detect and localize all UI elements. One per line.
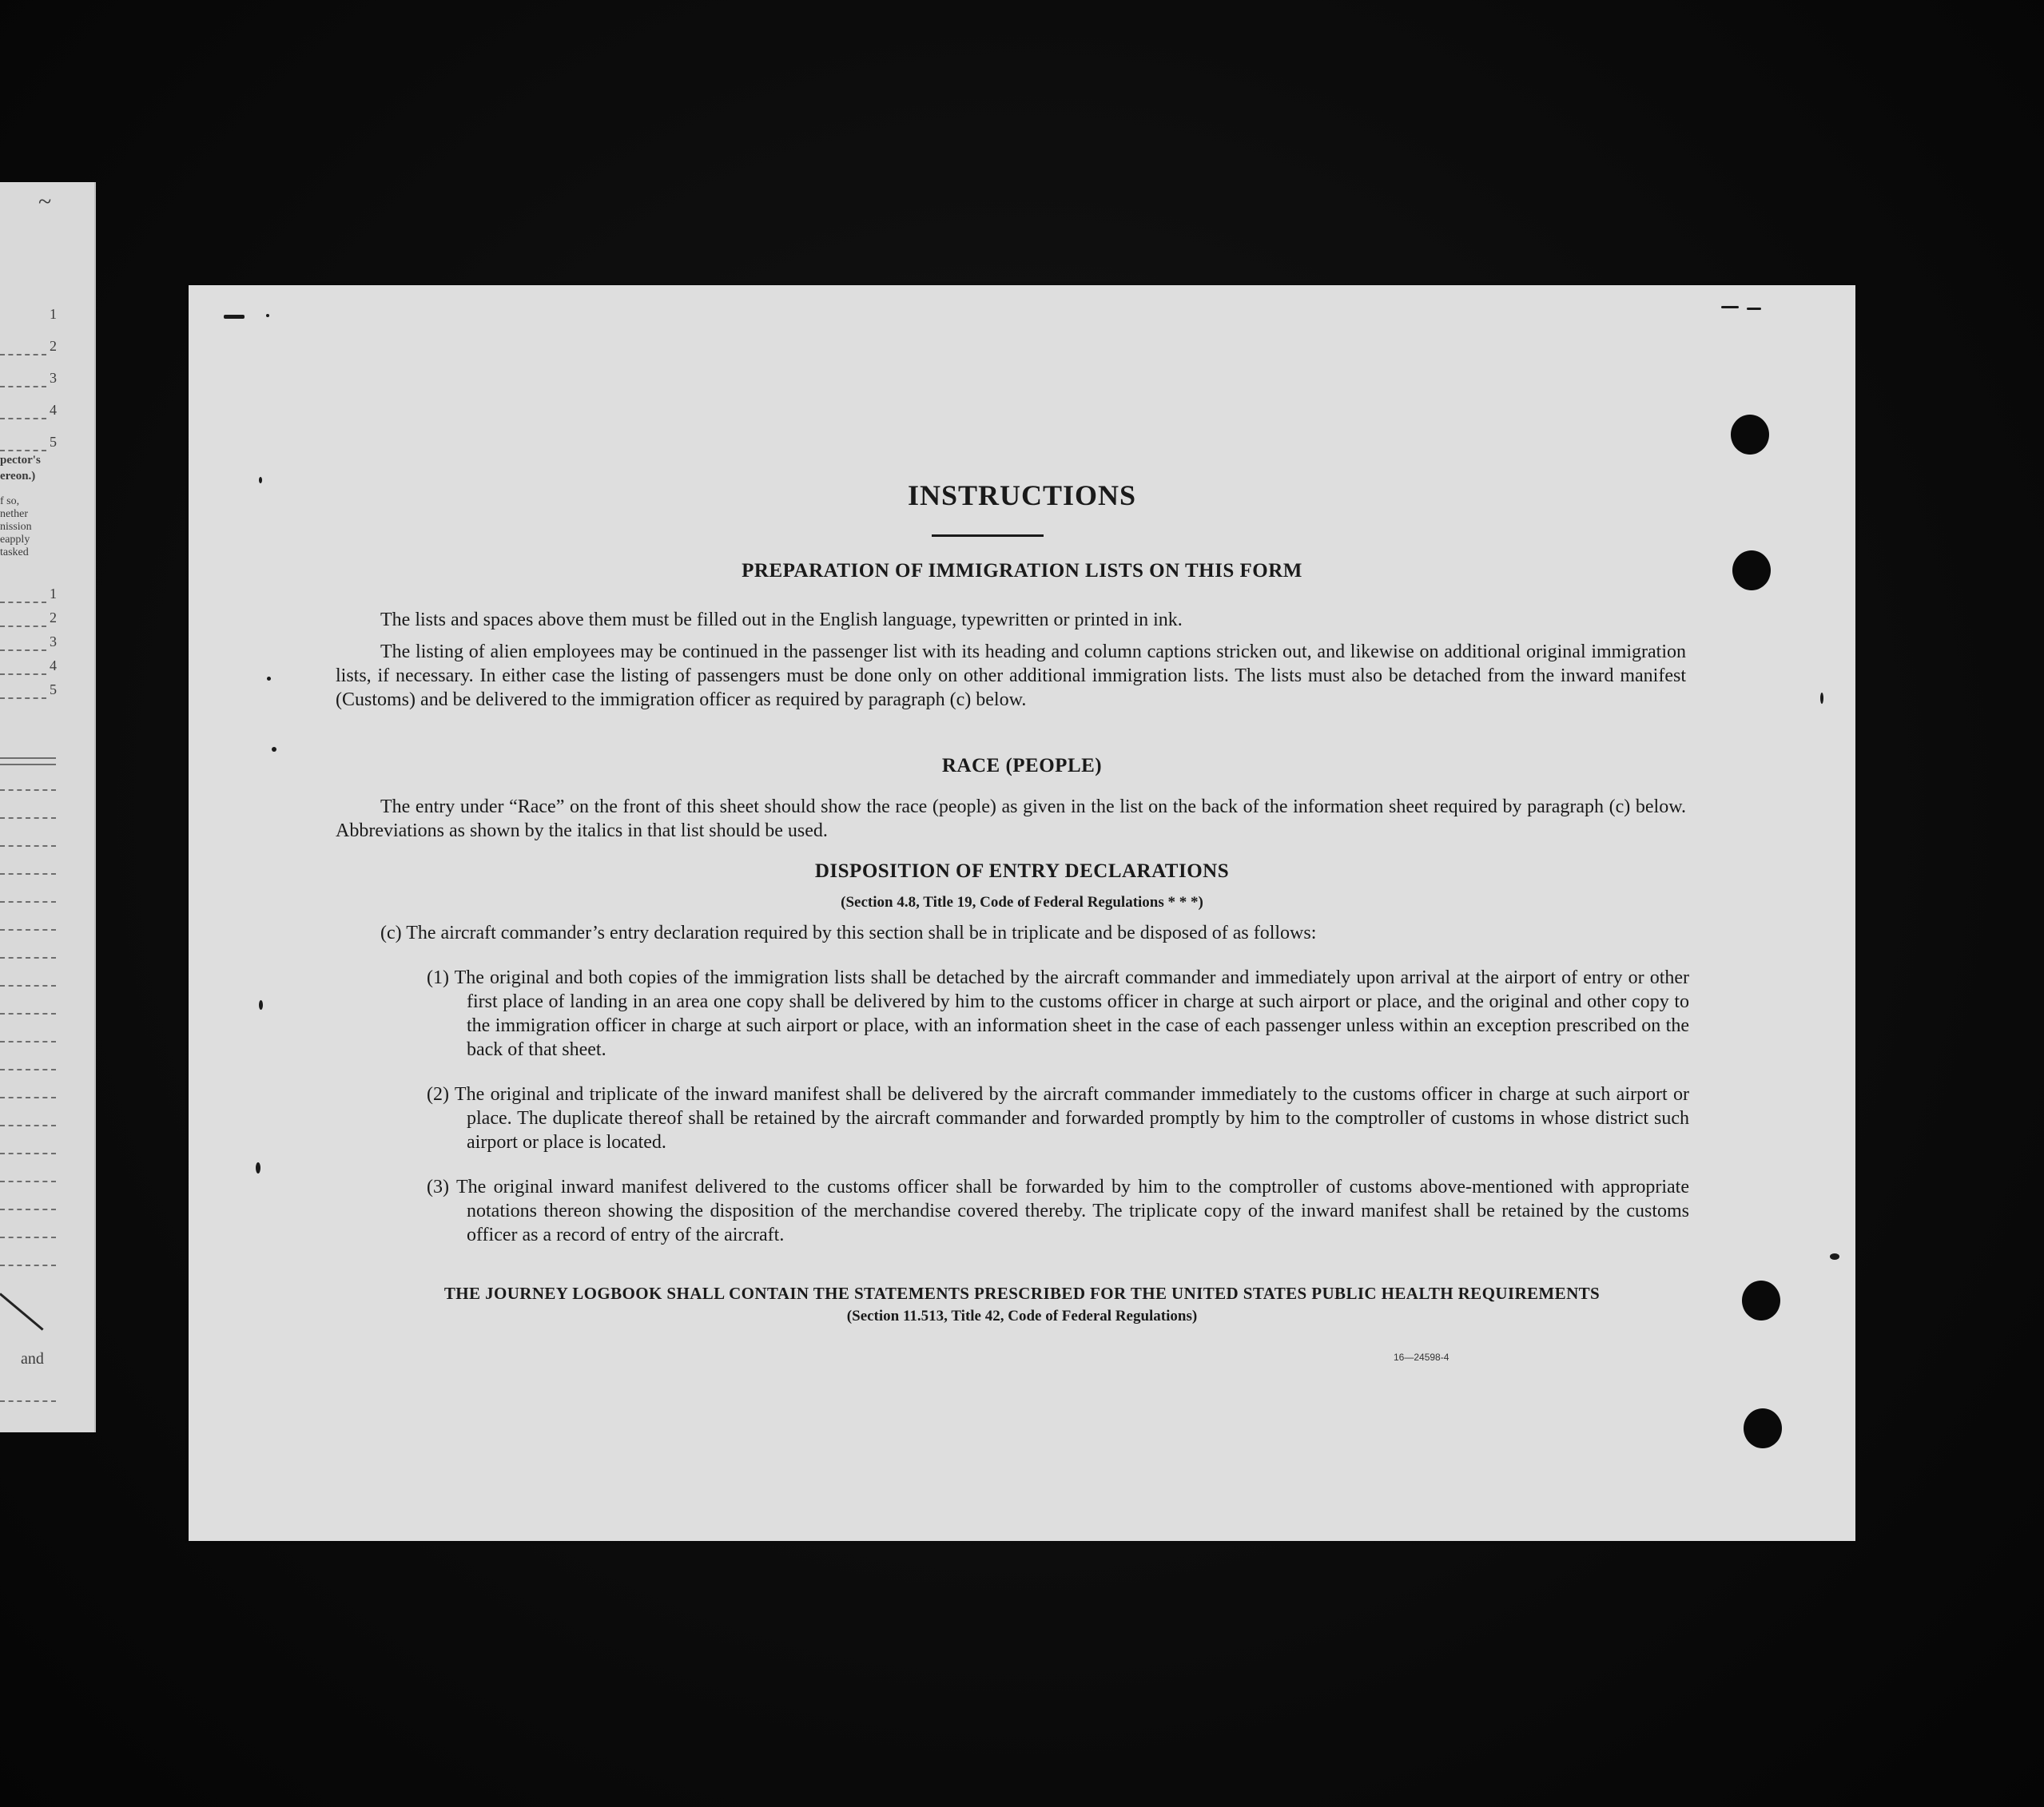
row-number: 4 bbox=[50, 402, 57, 418]
ink-mark bbox=[272, 747, 276, 752]
row-rule bbox=[0, 985, 56, 987]
ink-mark bbox=[266, 314, 269, 317]
row-number: 4 bbox=[50, 657, 57, 673]
row-number: 3 bbox=[50, 633, 57, 649]
row-rule bbox=[0, 901, 56, 903]
row-rule bbox=[0, 1013, 56, 1015]
row-rule bbox=[0, 418, 46, 419]
ink-mark bbox=[1830, 1253, 1839, 1260]
column-caption: pector's bbox=[0, 454, 41, 467]
ink-mark bbox=[224, 315, 245, 319]
disposition-item-2: (2) The original and triplicate of the inward manifest shall be delivered by the aircraft commander immediately to the customs officer in charge at such airport or place. The duplicate thereof shall be retained by the aircraft commander and forwarded promptly by him to the comptroller of customs in whose district such airport or place is located. bbox=[427, 1084, 1689, 1153]
row-rule bbox=[0, 1209, 56, 1210]
row-rule bbox=[0, 817, 56, 819]
row-rule bbox=[0, 929, 56, 931]
ink-mark bbox=[1820, 693, 1823, 704]
column-caption: nission bbox=[0, 521, 32, 533]
ink-mark: ~ bbox=[38, 189, 52, 215]
row-rule bbox=[0, 1237, 56, 1238]
public-health-statement: THE JOURNEY LOGBOOK SHALL CONTAIN THE STATEMENTS PRESCRIBED FOR THE UNITED STATES PUBLIC HEALTH REQUIREMENTS bbox=[443, 1284, 1601, 1303]
ink-mark bbox=[256, 1162, 260, 1174]
ink-mark bbox=[259, 1000, 263, 1010]
page-title: INSTRUCTIONS bbox=[907, 479, 1137, 511]
row-number: 1 bbox=[50, 306, 57, 322]
row-rule bbox=[0, 1069, 56, 1070]
section-heading-race: RACE (PEOPLE) bbox=[941, 755, 1103, 776]
row-rule bbox=[0, 450, 46, 451]
adjacent-sheet-edge bbox=[0, 182, 96, 1432]
row-number: 3 bbox=[50, 370, 57, 386]
disposition-item-1: (1) The original and both copies of the immigration lists shall be detached by the aircraft commander and immediately upon arrival at the airport of entry or other first place of landing in an area one copy shall be delivered by him to the customs officer in charge at such airport or place, and the original and other copy to the immigration officer in charge at such airport or place, with an information sheet in the case of each passenger unless within an exception prescribed on the back of that sheet. bbox=[427, 967, 1689, 1060]
ink-mark bbox=[1747, 308, 1761, 310]
row-rule bbox=[0, 626, 46, 627]
preparation-paragraph-2: The listing of alien employees may be continued in the passenger list with its heading and column captions stricken out, and likewise on additional original immigration lists, if necessary. In either case the listing of passengers must be done only on other additional immigration lists. The lists must also be detached from the inward manifest (Customs) and be delivered to the immigration officer as required by paragraph (c) below. bbox=[336, 641, 1686, 710]
column-caption: f so, bbox=[0, 495, 20, 507]
row-number: 2 bbox=[50, 610, 57, 626]
row-rule bbox=[0, 873, 56, 875]
row-rule bbox=[0, 602, 46, 603]
row-rule bbox=[0, 1125, 56, 1126]
row-rule bbox=[0, 354, 46, 355]
ink-stroke bbox=[0, 1293, 44, 1330]
row-number: 5 bbox=[50, 681, 57, 697]
preparation-paragraph-1: The lists and spaces above them must be filled out in the English language, typewritten or printed in ink. bbox=[380, 610, 1183, 630]
row-rule bbox=[0, 673, 46, 675]
column-caption: nether bbox=[0, 508, 28, 520]
column-caption: eapply bbox=[0, 534, 30, 546]
row-rule bbox=[0, 1265, 56, 1266]
section-rule bbox=[0, 757, 56, 759]
disposition-item-3: (3) The original inward manifest delivered to the customs officer shall be forwarded by him to the comptroller of customs above-mentioned with appropriate notations thereon showing the disposition of the merchandise covered thereby. The triplicate copy of the inward manifest shall be retained by the customs officer as a record of entry of the aircraft. bbox=[427, 1177, 1689, 1245]
instruction-page bbox=[189, 285, 1855, 1541]
ink-mark bbox=[1721, 306, 1739, 308]
row-rule bbox=[0, 957, 56, 959]
column-caption: and bbox=[21, 1350, 44, 1368]
row-number: 1 bbox=[50, 586, 57, 602]
form-number: 16—24598-4 bbox=[1394, 1352, 1449, 1363]
section-heading-preparation: PREPARATION OF IMMIGRATION LISTS ON THIS FORM bbox=[742, 560, 1302, 582]
row-rule bbox=[0, 1181, 56, 1182]
row-rule bbox=[0, 789, 56, 791]
row-rule bbox=[0, 845, 56, 847]
row-rule bbox=[0, 1041, 56, 1042]
title-underline bbox=[932, 534, 1044, 537]
binder-hole bbox=[1744, 1408, 1782, 1448]
row-rule bbox=[0, 697, 46, 699]
section-rule bbox=[0, 764, 56, 765]
row-rule bbox=[0, 1097, 56, 1098]
row-number: 5 bbox=[50, 434, 57, 450]
disposition-intro: (c) The aircraft commander’s entry declaration required by this section shall be in triplicate and be disposed of as follows: bbox=[380, 923, 1317, 943]
row-rule bbox=[0, 1153, 56, 1154]
public-health-citation: (Section 11.513, Title 42, Code of Federal Regulations) bbox=[846, 1308, 1198, 1324]
row-rule bbox=[0, 386, 46, 387]
section-heading-disposition: DISPOSITION OF ENTRY DECLARATIONS bbox=[814, 860, 1230, 882]
ink-mark bbox=[267, 677, 271, 681]
binder-hole bbox=[1731, 415, 1769, 455]
column-caption: ereon.) bbox=[0, 470, 36, 483]
row-number: 2 bbox=[50, 338, 57, 354]
column-caption: tasked bbox=[0, 546, 29, 558]
disposition-citation: (Section 4.8, Title 19, Code of Federal Regulations * * *) bbox=[841, 894, 1203, 911]
row-rule bbox=[0, 649, 46, 651]
race-paragraph: The entry under “Race” on the front of this sheet should show the race (people) as given in the list on the back of the information sheet required by paragraph (c) below. Abbreviations as shown by the italics in that list should be used. bbox=[336, 796, 1686, 841]
row-rule bbox=[0, 1400, 56, 1402]
